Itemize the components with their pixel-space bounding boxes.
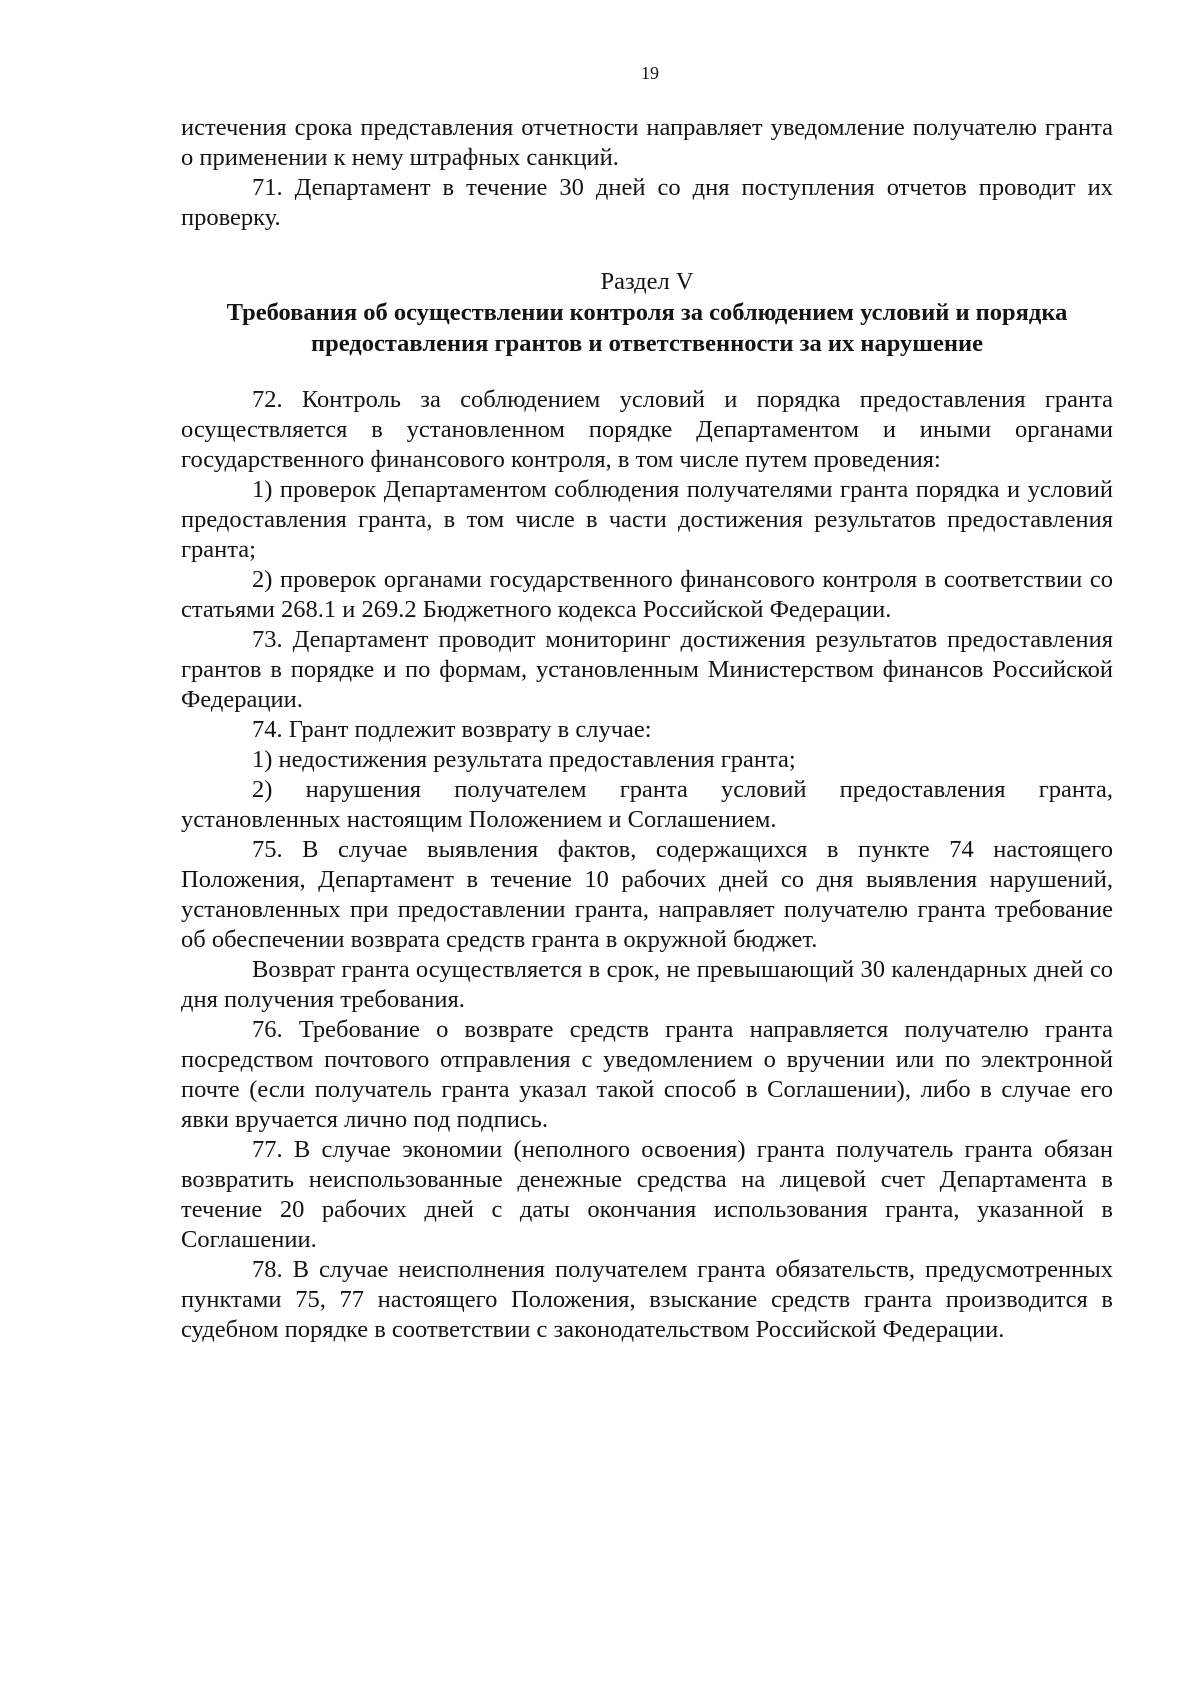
section-heading: Требования об осуществлении контроля за соблюдением условий и порядка предоставления грантов и ответственности за их нарушение — [226, 299, 1068, 357]
paragraph-72-item-1: 1) проверок Департаментом соблюдения получателями гранта порядка и условий предоставления гранта, в том числе в части достижения результатов предоставления гранта; — [181, 476, 1113, 563]
paragraph-77: 77. В случае экономии (неполного освоения) гранта получатель гранта обязан возвратить неиспользованные денежные средства на лицевой счет Департамента в течение 20 рабочих дней с даты окончания использования гранта, указанной в Соглашении. — [181, 1136, 1113, 1253]
paragraph: истечения срока представления отчетности направляет уведомление получателю гранта о применении к нему штрафных санкций. — [181, 114, 1113, 171]
paragraph-78: 78. В случае неисполнения получателем гранта обязательств, предусмотренных пунктами 75, 77 настоящего Положения, взыскание средств гранта производится в судебном порядке в соответствии с законодательством Российской Федерации. — [181, 1256, 1113, 1343]
page-number: 19 — [641, 63, 659, 83]
section-label: Раздел V — [600, 268, 694, 295]
paragraph-73: 73. Департамент проводит мониторинг достижения результатов предоставления грантов в порядке и по формам, установленным Министерством финансов Российской Федерации. — [181, 626, 1113, 713]
paragraph-72: 72. Контроль за соблюдением условий и порядка предоставления гранта осуществляется в установленном порядке Департаментом и иными органами государственного финансового контроля, в том числе путем проведения: — [181, 386, 1113, 473]
paragraph-75-continuation: Возврат гранта осуществляется в срок, не превышающий 30 календарных дней со дня получения требования. — [181, 956, 1113, 1013]
paragraph-72-item-2: 2) проверок органами государственного финансового контроля в соответствии со статьями 268.1 и 269.2 Бюджетного кодекса Российской Федерации. — [181, 566, 1113, 623]
paragraph-75: 75. В случае выявления фактов, содержащихся в пункте 74 настоящего Положения, Департамент в течение 10 рабочих дней со дня выявления нарушений, установленных при предоставлении гранта, направляет получателю гранта требование об обеспечении возврата средств гранта в окружной бюджет. — [181, 836, 1113, 953]
paragraph-74-item-2: 2) нарушения получателем гранта условий предоставления гранта, установленных настоящим Положением и Соглашением. — [181, 776, 1113, 833]
document-body — [181, 113, 1113, 1345]
paragraph-76: 76. Требование о возврате средств гранта направляется получателю гранта посредством почтового отправления с уведомлением о вручении или по электронной почте (если получатель гранта указал такой способ в Соглашении), либо в случае его явки вручается лично под подпись. — [181, 1016, 1113, 1133]
paragraph-74-item-1: 1) недостижения результата предоставления гранта; — [252, 746, 796, 773]
paragraphs-after-section — [181, 385, 1113, 1345]
section-header — [181, 267, 1113, 359]
paragraph-74: 74. Грант подлежит возврату в случае: — [252, 716, 652, 743]
paragraphs-before-section — [181, 113, 1113, 233]
paragraph-71: 71. Департамент в течение 30 дней со дня поступления отчетов проводит их проверку. — [181, 174, 1113, 231]
